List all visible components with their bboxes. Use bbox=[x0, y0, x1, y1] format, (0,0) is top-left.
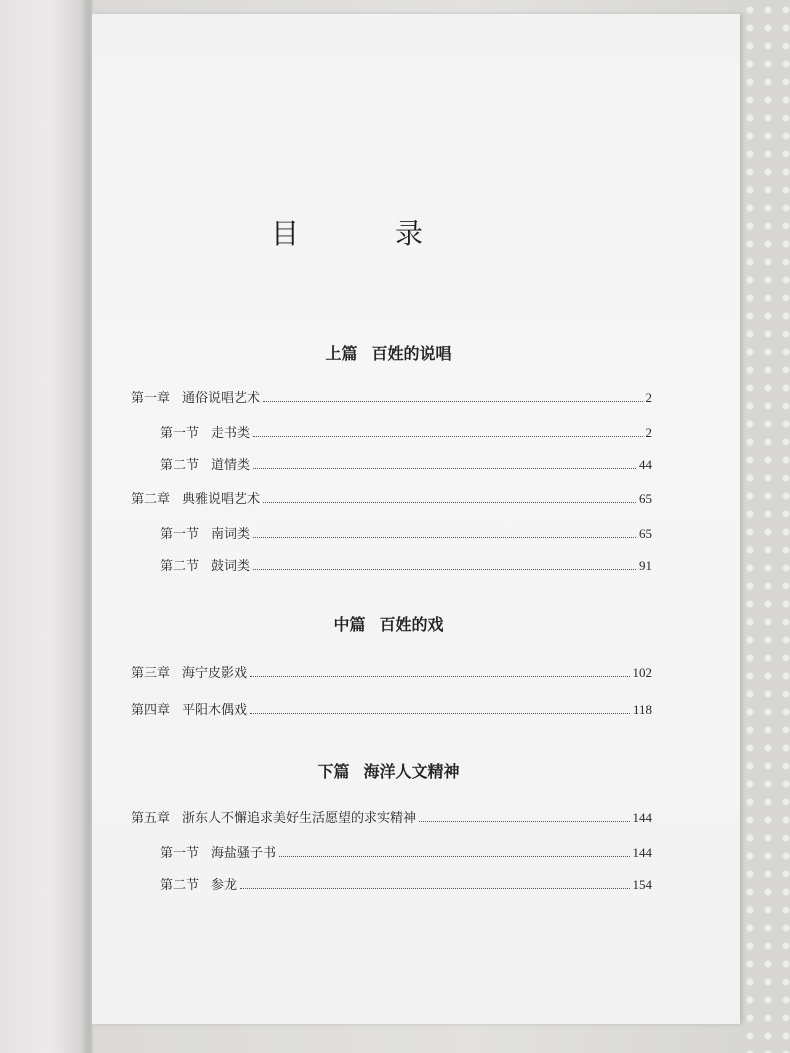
entry-title: 道情类 bbox=[211, 458, 251, 473]
entry-number: 第一节 bbox=[160, 527, 200, 542]
dot-leader bbox=[253, 435, 642, 437]
dot-leader bbox=[240, 887, 629, 889]
entry-number: 第五章 bbox=[131, 811, 171, 826]
entry-number: 第二节 bbox=[160, 458, 200, 473]
dot-leader bbox=[253, 467, 636, 469]
toc-entry[interactable] bbox=[131, 489, 652, 507]
toc-entry[interactable] bbox=[160, 843, 652, 861]
entry-page: 118 bbox=[632, 702, 652, 717]
entry-number: 第三章 bbox=[131, 666, 171, 681]
entry-title: 浙东人不懈追求美好生活愿望的求实精神 bbox=[182, 811, 417, 826]
entry-number: 第一章 bbox=[131, 391, 171, 406]
entry-page: 144 bbox=[632, 845, 652, 860]
toc-entry[interactable] bbox=[131, 808, 652, 826]
entry-page: 102 bbox=[632, 665, 652, 680]
toc-entry[interactable] bbox=[160, 556, 652, 574]
dot-leader bbox=[253, 536, 636, 538]
part-heading-2 bbox=[0, 612, 777, 635]
toc-entry[interactable] bbox=[160, 455, 652, 473]
entry-number: 第四章 bbox=[131, 703, 171, 718]
entry-page: 2 bbox=[645, 390, 652, 405]
entry-title: 通俗说唱艺术 bbox=[182, 391, 261, 406]
entry-number: 第一节 bbox=[160, 426, 200, 441]
entry-title: 典雅说唱艺术 bbox=[182, 492, 261, 507]
part-subtitle: 海洋人文精神 bbox=[363, 762, 460, 781]
entry-number: 第二节 bbox=[160, 559, 200, 574]
part-subtitle: 百姓的说唱 bbox=[371, 344, 452, 363]
book-page bbox=[92, 14, 740, 1024]
entry-page: 65 bbox=[639, 491, 652, 506]
background-surface bbox=[740, 0, 790, 1053]
toc-entry[interactable] bbox=[131, 663, 652, 681]
entry-title: 参龙 bbox=[211, 878, 238, 893]
entry-page: 65 bbox=[639, 526, 652, 541]
entry-title: 南词类 bbox=[211, 527, 251, 542]
toc-entry[interactable] bbox=[160, 524, 652, 542]
entry-number: 第二章 bbox=[131, 492, 171, 507]
toc-entry[interactable] bbox=[160, 423, 652, 441]
part-label: 上篇 bbox=[325, 344, 358, 363]
left-page bbox=[0, 0, 92, 1053]
entry-number: 第二节 bbox=[160, 878, 200, 893]
entry-title: 海盐骚子书 bbox=[211, 846, 277, 861]
entry-page: 154 bbox=[632, 877, 652, 892]
entry-title: 鼓词类 bbox=[211, 559, 251, 574]
part-label: 中篇 bbox=[333, 615, 366, 634]
dot-leader bbox=[250, 712, 630, 714]
entry-number: 第一节 bbox=[160, 846, 200, 861]
dot-leader bbox=[263, 400, 642, 402]
dot-leader bbox=[279, 855, 629, 857]
part-heading-3 bbox=[0, 759, 777, 782]
dot-leader bbox=[250, 675, 629, 677]
entry-title: 海宁皮影戏 bbox=[182, 666, 248, 681]
part-label: 下篇 bbox=[317, 762, 350, 781]
page-title: 目 录 bbox=[270, 217, 457, 250]
entry-page: 91 bbox=[639, 558, 652, 573]
toc-entry[interactable] bbox=[160, 875, 652, 893]
dot-leader bbox=[419, 820, 629, 822]
entry-page: 44 bbox=[639, 457, 652, 472]
dot-leader bbox=[263, 501, 636, 503]
dot-leader bbox=[253, 568, 636, 570]
entry-page: 2 bbox=[645, 425, 652, 440]
toc-entry[interactable] bbox=[131, 388, 652, 406]
part-subtitle: 百姓的戏 bbox=[379, 615, 444, 634]
part-heading-1 bbox=[0, 341, 777, 364]
entry-title: 走书类 bbox=[211, 426, 251, 441]
entry-page: 144 bbox=[632, 810, 652, 825]
toc-entry[interactable] bbox=[131, 700, 652, 718]
entry-title: 平阳木偶戏 bbox=[182, 703, 248, 718]
